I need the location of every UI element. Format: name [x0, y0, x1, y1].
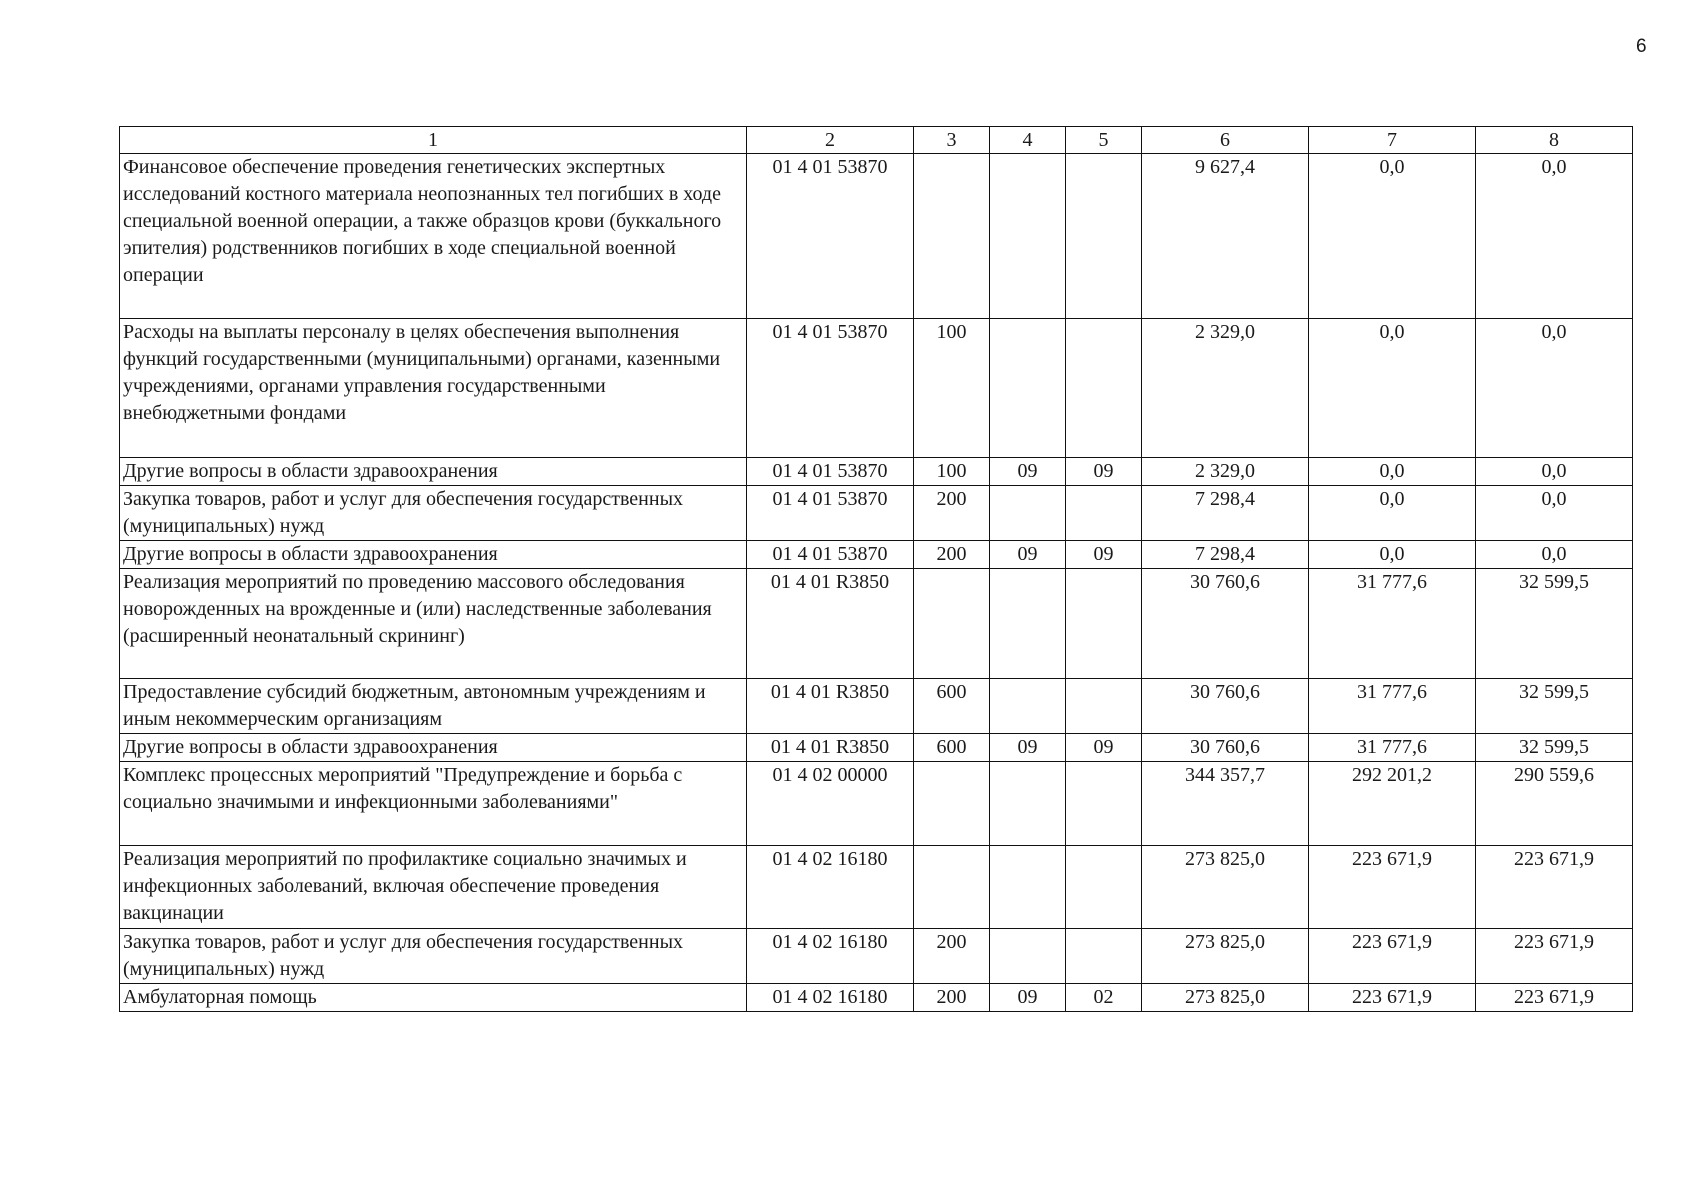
section-code	[990, 154, 1066, 319]
target-article-code: 01 4 01 53870	[747, 458, 914, 486]
column-header: 1	[120, 127, 747, 154]
amount-year-3: 32 599,5	[1476, 679, 1633, 734]
column-header: 3	[914, 127, 990, 154]
budget-table	[119, 126, 1633, 1012]
amount-year-3: 0,0	[1476, 541, 1633, 569]
amount-year-1: 344 357,7	[1142, 762, 1309, 846]
amount-year-1: 2 329,0	[1142, 319, 1309, 458]
subsection-code	[1066, 154, 1142, 319]
subsection-code: 09	[1066, 458, 1142, 486]
column-header: 5	[1066, 127, 1142, 154]
section-code: 09	[990, 458, 1066, 486]
subsection-code	[1066, 679, 1142, 734]
row-name: Предоставление субсидий бюджетным, автономным учреждениям и иным некоммерческим организациям	[120, 679, 747, 734]
target-article-code: 01 4 02 16180	[747, 929, 914, 984]
amount-year-1: 2 329,0	[1142, 458, 1309, 486]
amount-year-1: 273 825,0	[1142, 846, 1309, 929]
target-article-code: 01 4 02 16180	[747, 984, 914, 1012]
target-article-code: 01 4 01 R3850	[747, 679, 914, 734]
amount-year-2: 0,0	[1309, 541, 1476, 569]
subsection-code: 02	[1066, 984, 1142, 1012]
amount-year-2: 0,0	[1309, 458, 1476, 486]
table-row	[120, 846, 1633, 929]
column-header: 7	[1309, 127, 1476, 154]
column-header: 8	[1476, 127, 1633, 154]
row-name: Финансовое обеспечение проведения генетических экспертных исследований костного материала неопознанных тел погибших в ходе специальной военной операции, а также образцов крови (буккального эпителия) родственников погибших в ходе специальной военной операции	[120, 154, 747, 319]
section-code: 09	[990, 984, 1066, 1012]
amount-year-1: 30 760,6	[1142, 734, 1309, 762]
table-row	[120, 569, 1633, 679]
table-row	[120, 929, 1633, 984]
target-article-code: 01 4 01 R3850	[747, 569, 914, 679]
column-header: 4	[990, 127, 1066, 154]
section-code	[990, 929, 1066, 984]
section-code	[990, 679, 1066, 734]
expense-type-code: 600	[914, 679, 990, 734]
row-name: Амбулаторная помощь	[120, 984, 747, 1012]
expense-type-code: 100	[914, 458, 990, 486]
subsection-code	[1066, 762, 1142, 846]
table-row	[120, 458, 1633, 486]
row-name: Комплекс процессных мероприятий "Предупреждение и борьба с социально значимыми и инфекционными заболеваниями"	[120, 762, 747, 846]
header-row	[120, 127, 1633, 154]
amount-year-3: 32 599,5	[1476, 569, 1633, 679]
amount-year-3: 223 671,9	[1476, 846, 1633, 929]
subsection-code	[1066, 319, 1142, 458]
target-article-code: 01 4 01 53870	[747, 319, 914, 458]
amount-year-2: 31 777,6	[1309, 569, 1476, 679]
row-name: Расходы на выплаты персоналу в целях обеспечения выполнения функций государственными (муниципальными) органами, казенными учреждениями, органами управления государственными внебюджетными фондами	[120, 319, 747, 458]
amount-year-2: 31 777,6	[1309, 734, 1476, 762]
section-code	[990, 846, 1066, 929]
amount-year-3: 0,0	[1476, 154, 1633, 319]
subsection-code	[1066, 846, 1142, 929]
subsection-code: 09	[1066, 734, 1142, 762]
section-code: 09	[990, 734, 1066, 762]
expense-type-code	[914, 569, 990, 679]
subsection-code	[1066, 486, 1142, 541]
target-article-code: 01 4 01 R3850	[747, 734, 914, 762]
expense-type-code: 200	[914, 541, 990, 569]
table-row	[120, 319, 1633, 458]
expense-type-code: 200	[914, 929, 990, 984]
subsection-code: 09	[1066, 541, 1142, 569]
amount-year-3: 290 559,6	[1476, 762, 1633, 846]
row-name: Другие вопросы в области здравоохранения	[120, 541, 747, 569]
target-article-code: 01 4 01 53870	[747, 486, 914, 541]
section-code	[990, 569, 1066, 679]
amount-year-1: 30 760,6	[1142, 679, 1309, 734]
expense-type-code	[914, 154, 990, 319]
amount-year-1: 30 760,6	[1142, 569, 1309, 679]
table-row	[120, 541, 1633, 569]
amount-year-3: 32 599,5	[1476, 734, 1633, 762]
amount-year-2: 223 671,9	[1309, 929, 1476, 984]
row-name: Реализация мероприятий по профилактике социально значимых и инфекционных заболеваний, включая обеспечение проведения вакцинации	[120, 846, 747, 929]
amount-year-2: 223 671,9	[1309, 984, 1476, 1012]
target-article-code: 01 4 02 00000	[747, 762, 914, 846]
amount-year-2: 223 671,9	[1309, 846, 1476, 929]
amount-year-1: 273 825,0	[1142, 984, 1309, 1012]
section-code	[990, 486, 1066, 541]
amount-year-2: 292 201,2	[1309, 762, 1476, 846]
section-code	[990, 319, 1066, 458]
page-number: 6	[1636, 36, 1647, 57]
subsection-code	[1066, 929, 1142, 984]
expense-type-code	[914, 846, 990, 929]
expense-type-code: 200	[914, 984, 990, 1012]
expense-type-code: 200	[914, 486, 990, 541]
amount-year-2: 0,0	[1309, 319, 1476, 458]
table-row	[120, 984, 1633, 1012]
section-code: 09	[990, 541, 1066, 569]
row-name: Другие вопросы в области здравоохранения	[120, 734, 747, 762]
amount-year-3: 223 671,9	[1476, 929, 1633, 984]
amount-year-2: 0,0	[1309, 486, 1476, 541]
row-name: Другие вопросы в области здравоохранения	[120, 458, 747, 486]
target-article-code: 01 4 02 16180	[747, 846, 914, 929]
amount-year-2: 31 777,6	[1309, 679, 1476, 734]
amount-year-2: 0,0	[1309, 154, 1476, 319]
amount-year-1: 7 298,4	[1142, 541, 1309, 569]
target-article-code: 01 4 01 53870	[747, 541, 914, 569]
row-name: Закупка товаров, работ и услуг для обеспечения государственных (муниципальных) нужд	[120, 929, 747, 984]
column-header: 6	[1142, 127, 1309, 154]
amount-year-1: 273 825,0	[1142, 929, 1309, 984]
amount-year-1: 9 627,4	[1142, 154, 1309, 319]
section-code	[990, 762, 1066, 846]
amount-year-3: 0,0	[1476, 319, 1633, 458]
amount-year-3: 0,0	[1476, 458, 1633, 486]
expense-type-code	[914, 762, 990, 846]
column-header: 2	[747, 127, 914, 154]
table-row	[120, 154, 1633, 319]
row-name: Закупка товаров, работ и услуг для обеспечения государственных (муниципальных) нужд	[120, 486, 747, 541]
target-article-code: 01 4 01 53870	[747, 154, 914, 319]
amount-year-3: 0,0	[1476, 486, 1633, 541]
amount-year-1: 7 298,4	[1142, 486, 1309, 541]
expense-type-code: 100	[914, 319, 990, 458]
amount-year-3: 223 671,9	[1476, 984, 1633, 1012]
table-row	[120, 486, 1633, 541]
table-row	[120, 734, 1633, 762]
row-name: Реализация мероприятий по проведению массового обследования новорожденных на врожденные и (или) наследственные заболевания (расширенный неонатальный скрининг)	[120, 569, 747, 679]
table-row	[120, 679, 1633, 734]
expense-type-code: 600	[914, 734, 990, 762]
table-row	[120, 762, 1633, 846]
subsection-code	[1066, 569, 1142, 679]
